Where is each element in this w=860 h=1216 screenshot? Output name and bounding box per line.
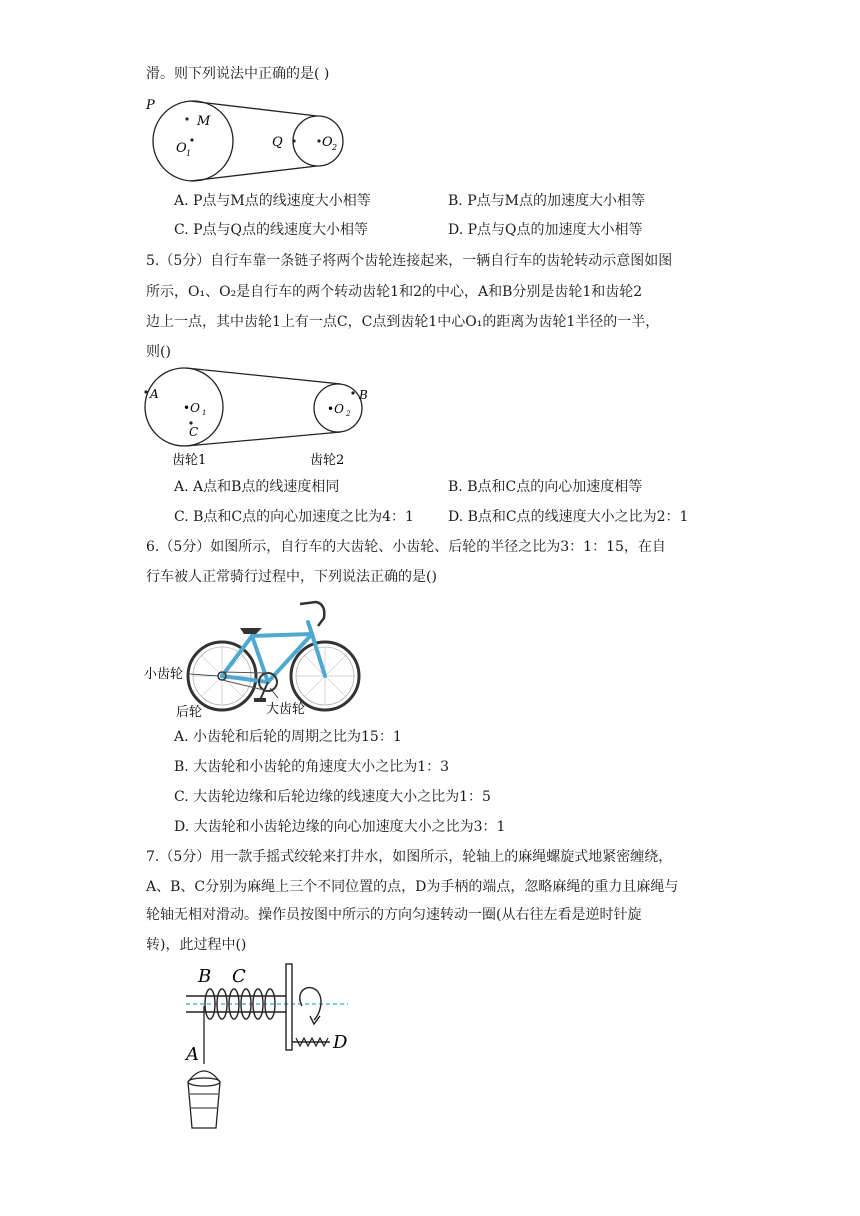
q5-gear-figure: [140, 364, 380, 472]
q6-option-d[interactable]: D. 大齿轮和小齿轮边缘的向心加速度大小之比为3：1: [174, 819, 506, 835]
q5-option-d[interactable]: D. B点和C点的线速度大小之比为2：1: [448, 509, 689, 525]
q5-stem-line1: 5.（5分）自行车靠一条链子将两个齿轮连接起来，一辆自行车的齿轮转动示意图如图: [146, 253, 673, 269]
label-rear-wheel: 后轮: [176, 705, 203, 720]
label-gear2: 齿轮2: [310, 453, 345, 468]
q4-option-d[interactable]: D. P点与Q点的加速度大小相等: [448, 222, 643, 238]
label-o2: •O: [327, 402, 344, 416]
label-d: D: [333, 1032, 348, 1053]
q7-stem-line1: 7.（5分）用一款手摇式绞轮来打井水，如图所示，轮轴上的麻绳螺旋式地紧密缠绕，: [146, 849, 673, 865]
q5-option-b[interactable]: B. B点和C点的向心加速度相等: [448, 479, 643, 495]
q5-stem-line3: 边上一点，其中齿轮1上有一点C，C点到齿轮1中心O₁的距离为齿轮1半径的一半，: [146, 314, 660, 330]
q6-stem-line2: 行车被人正常骑行过程中，下列说法正确的是(): [146, 569, 437, 585]
label-c: C: [189, 425, 199, 439]
label-b: B: [359, 388, 368, 402]
label-small-gear: 小齿轮: [144, 667, 184, 682]
q7-stem-line2: A、B、C分别为麻绳上三个不同位置的点，D为手柄的端点，忽略麻绳的重力且麻绳与: [146, 879, 679, 895]
q6-bicycle-figure: [140, 592, 370, 722]
q5-option-c[interactable]: C. B点和C点的向心加速度之比为4：1: [174, 509, 414, 525]
q4-question-tail: 滑。则下列说法中正确的是( ): [146, 66, 330, 82]
label-a: A: [150, 387, 159, 401]
label-gear1: 齿轮1: [172, 453, 207, 468]
q4-pulley-figure: [140, 90, 360, 186]
svg-text:1: 1: [186, 149, 192, 158]
q4-option-b[interactable]: B. P点与M点的加速度大小相等: [448, 193, 645, 209]
svg-text:1: 1: [202, 409, 207, 417]
label-o2: O: [322, 135, 333, 150]
q7-stem-line4: 转)，此过程中(): [146, 937, 247, 953]
label-c: C: [232, 966, 246, 987]
q5-stem-line4: 则(): [146, 344, 171, 360]
q6-option-b[interactable]: B. 大齿轮和小齿轮的角速度大小之比为1：3: [174, 759, 450, 775]
label-m: M: [197, 114, 211, 129]
q7-windlass-figure: [170, 960, 370, 1136]
q5-stem-line2: 所示，O₁、O₂是自行车的两个转动齿轮1和2的中心，A和B分别是齿轮1和齿轮2: [146, 284, 643, 300]
q6-stem-line1: 6.（5分）如图所示，自行车的大齿轮、小齿轮、后轮的半径之比为3：1：15，在自: [146, 539, 666, 555]
label-o1: O: [176, 141, 187, 156]
q4-option-c[interactable]: C. P点与Q点的线速度大小相等: [174, 222, 369, 238]
q5-option-a[interactable]: A. A点和B点的线速度相同: [174, 479, 340, 495]
svg-text:2: 2: [346, 410, 351, 418]
svg-text:2: 2: [332, 143, 338, 152]
label-o1: •O: [183, 401, 200, 415]
q4-option-a[interactable]: A. P点与M点的线速度大小相等: [174, 193, 371, 209]
q7-stem-line3: 轮轴无相对滑动。操作员按图中所示的方向匀速转动一圈(从右往左看是逆时针旋: [146, 907, 642, 923]
label-big-gear: 大齿轮: [266, 702, 306, 717]
label-q: Q: [272, 135, 283, 150]
label-b: B: [198, 966, 212, 987]
label-a: A: [186, 1044, 199, 1065]
q6-option-a[interactable]: A. 小齿轮和后轮的周期之比为15：1: [174, 729, 402, 745]
label-p: P: [146, 98, 155, 113]
q6-option-c[interactable]: C. 大齿轮边缘和后轮边缘的线速度大小之比为1：5: [174, 789, 491, 805]
